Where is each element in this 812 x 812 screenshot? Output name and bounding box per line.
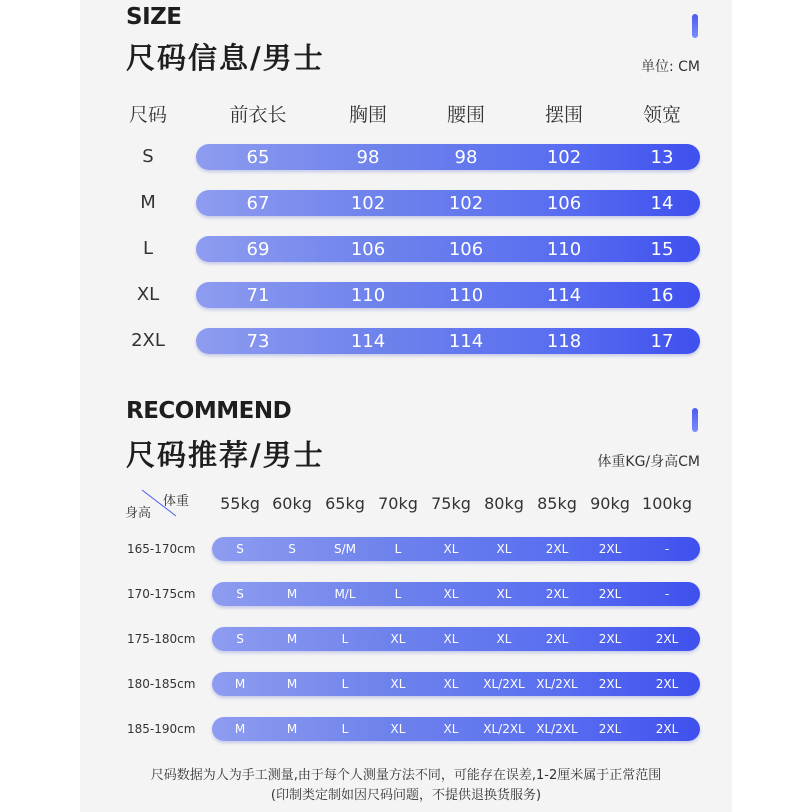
- recommend-cell: 2XL: [598, 542, 622, 556]
- recommend-cell: M: [286, 587, 298, 601]
- size-cell: 98: [454, 146, 478, 168]
- recommend-cell: XL: [443, 587, 459, 601]
- size-column-header: 胸围: [348, 104, 387, 126]
- size-row: [196, 190, 700, 216]
- recommend-cell: S: [236, 542, 244, 556]
- corner-height-label: 身高: [125, 506, 152, 521]
- recommend-unit-label: 体重KG/身高CM: [597, 454, 700, 470]
- size-cell: 114: [448, 330, 484, 352]
- recommend-cell: 2XL: [655, 632, 679, 646]
- recommend-cell: S: [288, 542, 296, 556]
- recommend-cell: XL: [496, 587, 512, 601]
- corner-diagonal-line: [140, 488, 180, 520]
- recommend-cell: M: [286, 722, 298, 736]
- size-cell: 106: [546, 192, 582, 214]
- size-title-cn: 尺码信息/男士: [126, 41, 325, 75]
- recommend-row: [212, 537, 700, 561]
- weight-column-header: 80kg: [484, 494, 524, 513]
- size-column-header: 领宽: [642, 104, 681, 126]
- size-cell: 110: [350, 284, 386, 306]
- recommend-cell: L: [394, 587, 402, 601]
- size-cell: 102: [546, 146, 582, 168]
- weight-column-header: 60kg: [272, 494, 312, 513]
- recommend-cell: M/L: [334, 587, 356, 601]
- recommend-row: [212, 627, 700, 651]
- recommend-cell: L: [341, 632, 349, 646]
- size-column-header: 尺码: [128, 104, 167, 126]
- recommend-cell: XL/2XL: [483, 722, 525, 736]
- height-row-label: 180-185cm: [127, 677, 196, 691]
- recommend-cell: XL: [443, 632, 459, 646]
- size-cell: 73: [246, 330, 270, 352]
- size-cell: 71: [246, 284, 270, 306]
- height-row-label: 165-170cm: [127, 542, 196, 556]
- weight-column-header: 90kg: [590, 494, 630, 513]
- size-cell: 106: [350, 238, 386, 260]
- recommend-cell: S: [236, 632, 244, 646]
- recommend-cell: 2XL: [545, 632, 569, 646]
- size-row-label: M: [140, 192, 156, 213]
- recommend-cell: XL/2XL: [536, 677, 578, 691]
- size-cell: 106: [448, 238, 484, 260]
- size-row-label: L: [142, 238, 154, 259]
- size-row-label: S: [142, 146, 154, 167]
- recommend-cell: XL: [390, 677, 406, 691]
- recommend-cell: 2XL: [598, 722, 622, 736]
- corner-weight-label: 体重: [163, 494, 190, 509]
- recommend-cell: XL: [496, 542, 512, 556]
- weight-column-header: 85kg: [537, 494, 577, 513]
- section-marker-icon: [692, 408, 698, 432]
- size-cell: 118: [546, 330, 582, 352]
- recommend-cell: -: [664, 542, 670, 556]
- weight-column-header: 65kg: [325, 494, 365, 513]
- recommend-cell: XL/2XL: [483, 677, 525, 691]
- recommend-cell: XL: [443, 722, 459, 736]
- weight-column-header: 100kg: [642, 494, 692, 513]
- recommend-cell: S: [236, 587, 244, 601]
- weight-column-header: 75kg: [431, 494, 471, 513]
- size-cell: 13: [650, 146, 674, 168]
- recommend-cell: XL: [496, 632, 512, 646]
- measurement-note: 尺码数据为人为手工测量,由于每个人测量方法不同，可能存在误差,1-2厘米属于正常范围: [150, 768, 662, 783]
- recommend-cell: S/M: [333, 542, 356, 556]
- recommend-cell: M: [286, 677, 298, 691]
- height-row-label: 170-175cm: [127, 587, 196, 601]
- recommend-cell: 2XL: [545, 542, 569, 556]
- size-cell: 110: [448, 284, 484, 306]
- size-cell: 114: [350, 330, 386, 352]
- recommend-cell: L: [394, 542, 402, 556]
- size-cell: 98: [356, 146, 380, 168]
- recommend-cell: 2XL: [598, 677, 622, 691]
- size-cell: 14: [650, 192, 674, 214]
- size-cell: 15: [650, 238, 674, 260]
- recommend-cell: 2XL: [545, 587, 569, 601]
- size-cell: 65: [246, 146, 270, 168]
- height-row-label: 185-190cm: [127, 722, 196, 736]
- weight-column-header: 55kg: [220, 494, 260, 513]
- size-column-header: 前衣长: [229, 104, 287, 126]
- size-cell: 114: [546, 284, 582, 306]
- size-cell: 69: [246, 238, 270, 260]
- size-unit-label: 单位: CM: [640, 59, 700, 75]
- recommend-cell: M: [234, 677, 246, 691]
- size-column-header: 腰围: [446, 104, 485, 126]
- recommend-title-en: RECOMMEND: [126, 398, 292, 424]
- recommend-cell: XL: [443, 542, 459, 556]
- recommend-cell: L: [341, 722, 349, 736]
- recommend-cell: XL/2XL: [536, 722, 578, 736]
- size-row-label: XL: [136, 284, 160, 305]
- size-cell: 102: [448, 192, 484, 214]
- size-title-en: SIZE: [126, 4, 182, 30]
- size-cell: 17: [650, 330, 674, 352]
- recommend-row: [212, 717, 700, 741]
- recommend-cell: XL: [390, 632, 406, 646]
- size-row: [196, 282, 700, 308]
- section-marker-icon: [692, 14, 698, 38]
- size-row-label: 2XL: [131, 330, 165, 351]
- recommend-cell: 2XL: [598, 632, 622, 646]
- recommend-cell: 2XL: [655, 722, 679, 736]
- recommend-cell: XL: [443, 677, 459, 691]
- custom-print-note: (印制类定制如因尺码问题，不提供退换货服务): [270, 788, 542, 803]
- recommend-cell: -: [664, 587, 670, 601]
- weight-column-header: 70kg: [378, 494, 418, 513]
- height-row-label: 175-180cm: [127, 632, 196, 646]
- recommend-cell: L: [341, 677, 349, 691]
- recommend-cell: 2XL: [655, 677, 679, 691]
- size-row: [196, 328, 700, 354]
- size-cell: 67: [246, 192, 270, 214]
- recommend-title-cn: 尺码推荐/男士: [126, 438, 325, 472]
- size-cell: 102: [350, 192, 386, 214]
- recommend-cell: M: [234, 722, 246, 736]
- recommend-cell: XL: [390, 722, 406, 736]
- size-cell: 16: [650, 284, 674, 306]
- recommend-cell: 2XL: [598, 587, 622, 601]
- recommend-row: [212, 582, 700, 606]
- size-row: [196, 144, 700, 170]
- recommend-row: [212, 672, 700, 696]
- size-column-header: 摆围: [544, 104, 583, 126]
- size-row: [196, 236, 700, 262]
- recommend-cell: M: [286, 632, 298, 646]
- size-cell: 110: [546, 238, 582, 260]
